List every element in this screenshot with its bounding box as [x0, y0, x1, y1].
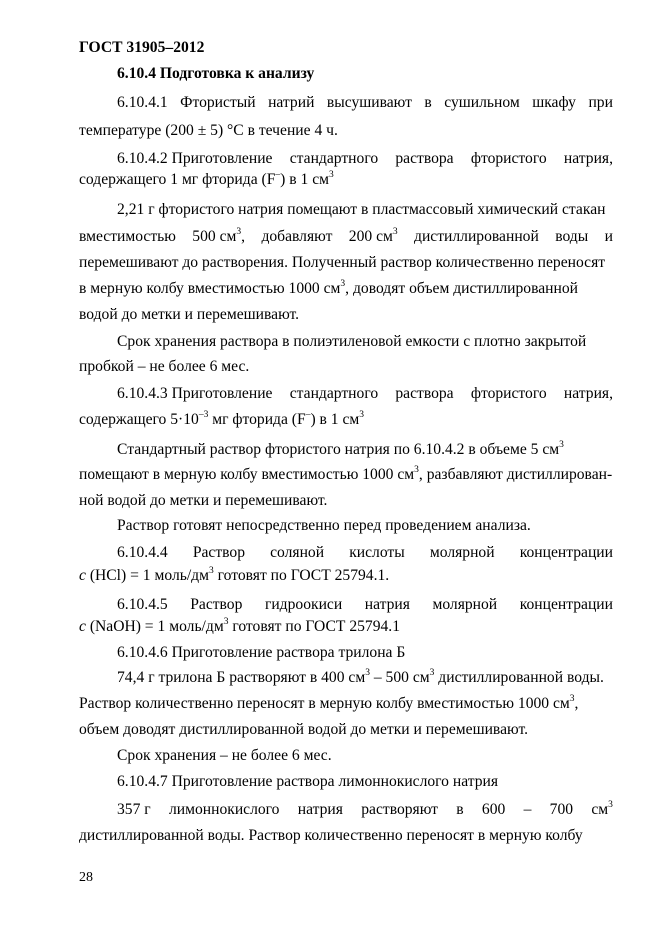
paragraph-line: 6.10.4.2 Приготовление стандартного раствора фтористого натрия,	[117, 150, 613, 167]
paragraph-line: в мерную колбу вместимостью 1000 $см^3$, доводят объем дистиллированной	[79, 278, 578, 297]
paragraph-line: вместимостью 500 $см^3$, добавляют 200 $см^3$ дистиллированной воды и	[79, 226, 613, 245]
page-number: 28	[79, 870, 93, 885]
paragraph-line: перемешивают до растворения. Полученный раствор количественно переносят	[79, 254, 606, 271]
paragraph-line: Срок хранения раствора в полиэтиленовой емкости с плотно закрытой	[117, 333, 587, 350]
paragraph-line: содержащего $5\cdot 10^{-3}$ мг фторида (F–) в 1 $см^3$	[79, 409, 365, 428]
section-title: 6.10.4 Подготовка к анализу	[117, 65, 315, 82]
paragraph-line: с (HCl) = 1 моль/$дм^3$ готовят по ГОСТ 25794.1.	[79, 565, 390, 584]
paragraph-line: 2,21 г фтористого натрия помещают в пластмассовый химический стакан	[117, 201, 606, 218]
paragraph-line: помещают в мерную колбу вместимостью 1000 $см^3$, разбавляют дистиллирован-	[79, 464, 613, 483]
paragraph-line: Стандартный раствор фтористого натрия по 6.10.4.2 в объеме 5 $см^3$	[117, 439, 564, 458]
paragraph-line: 357 г лимоннокислого натрия растворяют в 600 – 700 $см^3$	[117, 799, 613, 818]
paragraph-line: 6.10.4.4 Раствор соляной кислоты молярной концентрации	[117, 544, 613, 561]
paragraph-line: 6.10.4.1 Фтористый натрий высушивают в сушильном шкафу при	[117, 94, 613, 111]
paragraph-line: ной водой до метки и перемешивают.	[79, 492, 328, 509]
paragraph-line: содержащего 1 мг фторида (F–) в 1 $см^3$	[79, 169, 334, 188]
paragraph-line: 6.10.4.3 Приготовление стандартного раствора фтористого натрия,	[117, 385, 613, 402]
paragraph-line: Раствор количественно переносят в мерную колбу вместимостью 1000 $см^3$,	[79, 693, 579, 712]
paragraph-line: водой до метки и перемешивают.	[79, 306, 300, 323]
paragraph-line: температуре (200 ± 5) °С в течение 4 ч.	[79, 122, 338, 139]
paragraph-line: объем доводят дистиллированной водой до метки и перемешивают.	[79, 721, 528, 738]
paragraph-line: Раствор готовят непосредственно перед проведением анализа.	[117, 517, 531, 534]
paragraph-line: Срок хранения – не более 6 мес.	[117, 747, 332, 764]
paragraph-line: 6.10.4.5 Раствор гидроокиси натрия молярной концентрации	[117, 596, 613, 613]
paragraph-line: дистиллированной воды. Раствор количественно переносят в мерную колбу	[79, 827, 583, 844]
paragraph-line: пробкой – не более 6 мес.	[79, 358, 250, 375]
paragraph-line: 74,4 г трилона Б растворяют в 400 $см^3 - 500$ $см^3$ дистиллированной воды.	[117, 667, 604, 686]
paragraph-line: 6.10.4.7 Приготовление раствора лимоннокислого натрия	[117, 773, 499, 790]
paragraph-line: 6.10.4.6 Приготовление раствора трилона Б	[117, 644, 406, 661]
document-header: ГОСТ 31905–2012	[79, 39, 205, 56]
paragraph-line: с (NaOH) = 1 моль/$дм^3$ готовят по ГОСТ 25794.1	[79, 616, 401, 635]
